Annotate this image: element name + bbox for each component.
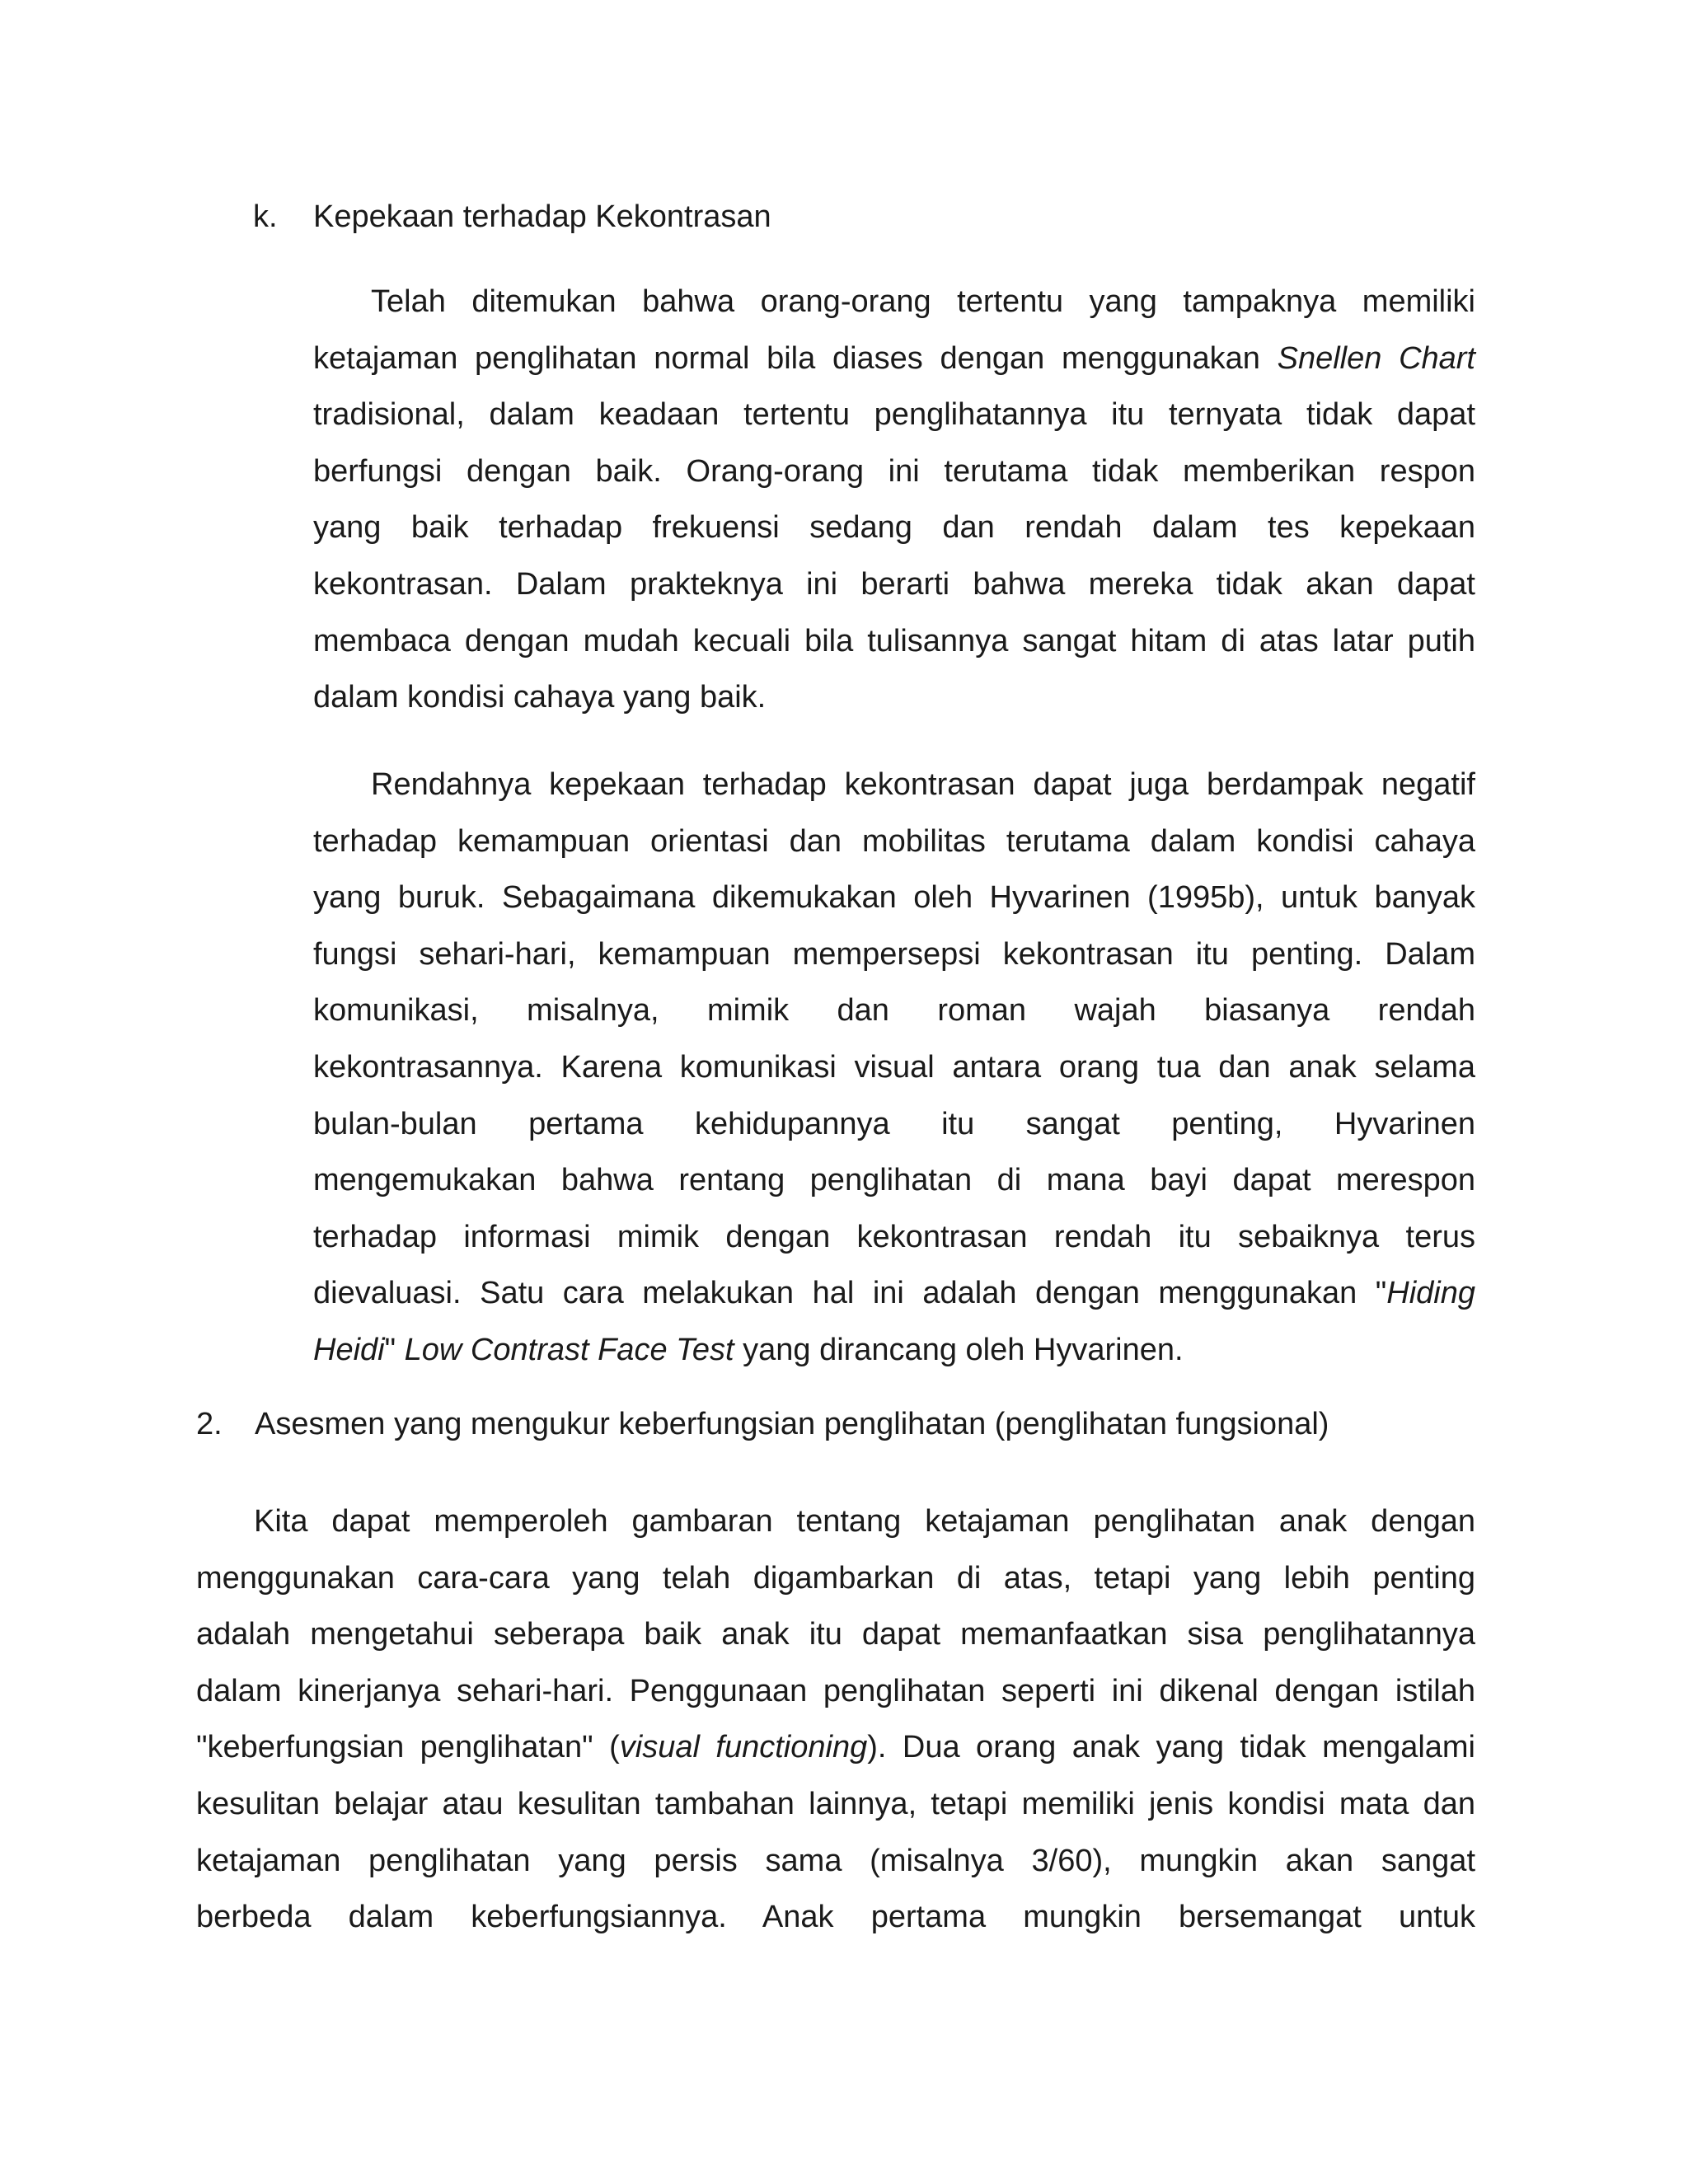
section-title: Asesmen yang mengukur keberfungsian penglihatan (penglihatan fungsional) xyxy=(255,1407,1329,1441)
text-line: mengemukakan bahwa rentang penglihatan di mana bayi dapat merespon xyxy=(313,1163,1475,1198)
text-line: bulan-bulan pertama kehidupannya itu sangat penting, Hyvarinen xyxy=(313,1106,1475,1141)
italic-term: visual functioning xyxy=(619,1730,868,1765)
text-line: kekontrasannya. Karena komunikasi visual antara orang tua dan anak selama xyxy=(313,1049,1475,1085)
italic-term: Low Contrast Face Test xyxy=(404,1332,734,1367)
text-line: dalam kondisi cahaya yang baik. xyxy=(313,680,767,715)
text-line: kesulitan belajar atau kesulitan tambahan lainnya, tetapi memiliki jenis kondisi mata dan xyxy=(196,1786,1475,1821)
text-line: terhadap kemampuan orientasi dan mobilitas terutama dalam kondisi cahaya xyxy=(313,823,1475,859)
text-line: fungsi sehari-hari, kemampuan mempersepsi kekontrasan itu penting. Dalam xyxy=(313,936,1475,972)
italic-term: Hiding xyxy=(1386,1276,1475,1311)
text-line: berfungsi dengan baik. Orang-orang ini terutama tidak memberikan respon xyxy=(313,453,1475,489)
text-line: dalam kinerjanya sehari-hari. Penggunaan penglihatan seperti ini dikenal dengan istilah xyxy=(196,1673,1475,1708)
paragraph-contrast-sensitivity xyxy=(313,274,1475,726)
text-line: Telah ditemukan bahwa orang-orang tertentu yang tampaknya memiliki xyxy=(371,284,1475,319)
text-line: Heidi" Low Contrast Face Test yang dirancang oleh Hyvarinen. xyxy=(313,1332,1184,1367)
section-title: Kepekaan terhadap Kekontrasan xyxy=(313,199,771,234)
text-line: berbeda dalam keberfungsiannya. Anak pertama mungkin bersemangat untuk xyxy=(196,1900,1475,1935)
paragraph-contrast-impact xyxy=(313,757,1475,1379)
text-line: menggunakan cara-cara yang telah digambarkan di atas, tetapi yang lebih penting xyxy=(196,1560,1475,1596)
text-line: adalah mengetahui seberapa baik anak itu dapat memanfaatkan sisa penglihatannya xyxy=(196,1617,1475,1652)
text-line: tradisional, dalam keadaan tertentu penglihatannya itu ternyata tidak dapat xyxy=(313,397,1475,433)
text-line: dievaluasi. Satu cara melakukan hal ini adalah dengan menggunakan "Hiding xyxy=(313,1276,1475,1311)
italic-term: Heidi xyxy=(313,1332,385,1367)
list-marker: k. xyxy=(253,199,278,234)
text-line: Rendahnya kepekaan terhadap kekontrasan dapat juga berdampak negatif xyxy=(371,767,1475,802)
paragraph-functional-vision xyxy=(196,1493,1475,1946)
text-line: ketajaman penglihatan yang persis sama (misalnya 3/60), mungkin akan sangat xyxy=(196,1843,1475,1878)
italic-term: Snellen Chart xyxy=(1277,340,1475,376)
text-line: "keberfungsian penglihatan" (visual functioning). Dua orang anak yang tidak mengalami xyxy=(196,1730,1476,1765)
text-line: membaca dengan mudah kecuali bila tulisannya sangat hitam di atas latar putih xyxy=(313,623,1475,658)
text-line: yang baik terhadap frekuensi sedang dan rendah dalam tes kepekaan xyxy=(313,510,1475,546)
text-line: ketajaman penglihatan normal bila diases dengan menggunakan Snellen Chart xyxy=(313,340,1475,376)
text-line: kekontrasan. Dalam prakteknya ini berarti bahwa mereka tidak akan dapat xyxy=(313,566,1475,602)
text-line: Kita dapat memperoleh gambaran tentang ketajaman penglihatan anak dengan xyxy=(254,1504,1475,1539)
text-line: terhadap informasi mimik dengan kekontrasan rendah itu sebaiknya terus xyxy=(313,1219,1475,1254)
text-line: yang buruk. Sebagaimana dikemukakan oleh Hyvarinen (1995b), untuk banyak xyxy=(313,880,1475,916)
list-marker: 2. xyxy=(196,1407,223,1441)
text-line: komunikasi, misalnya, mimik dan roman wajah biasanya rendah xyxy=(313,993,1475,1029)
